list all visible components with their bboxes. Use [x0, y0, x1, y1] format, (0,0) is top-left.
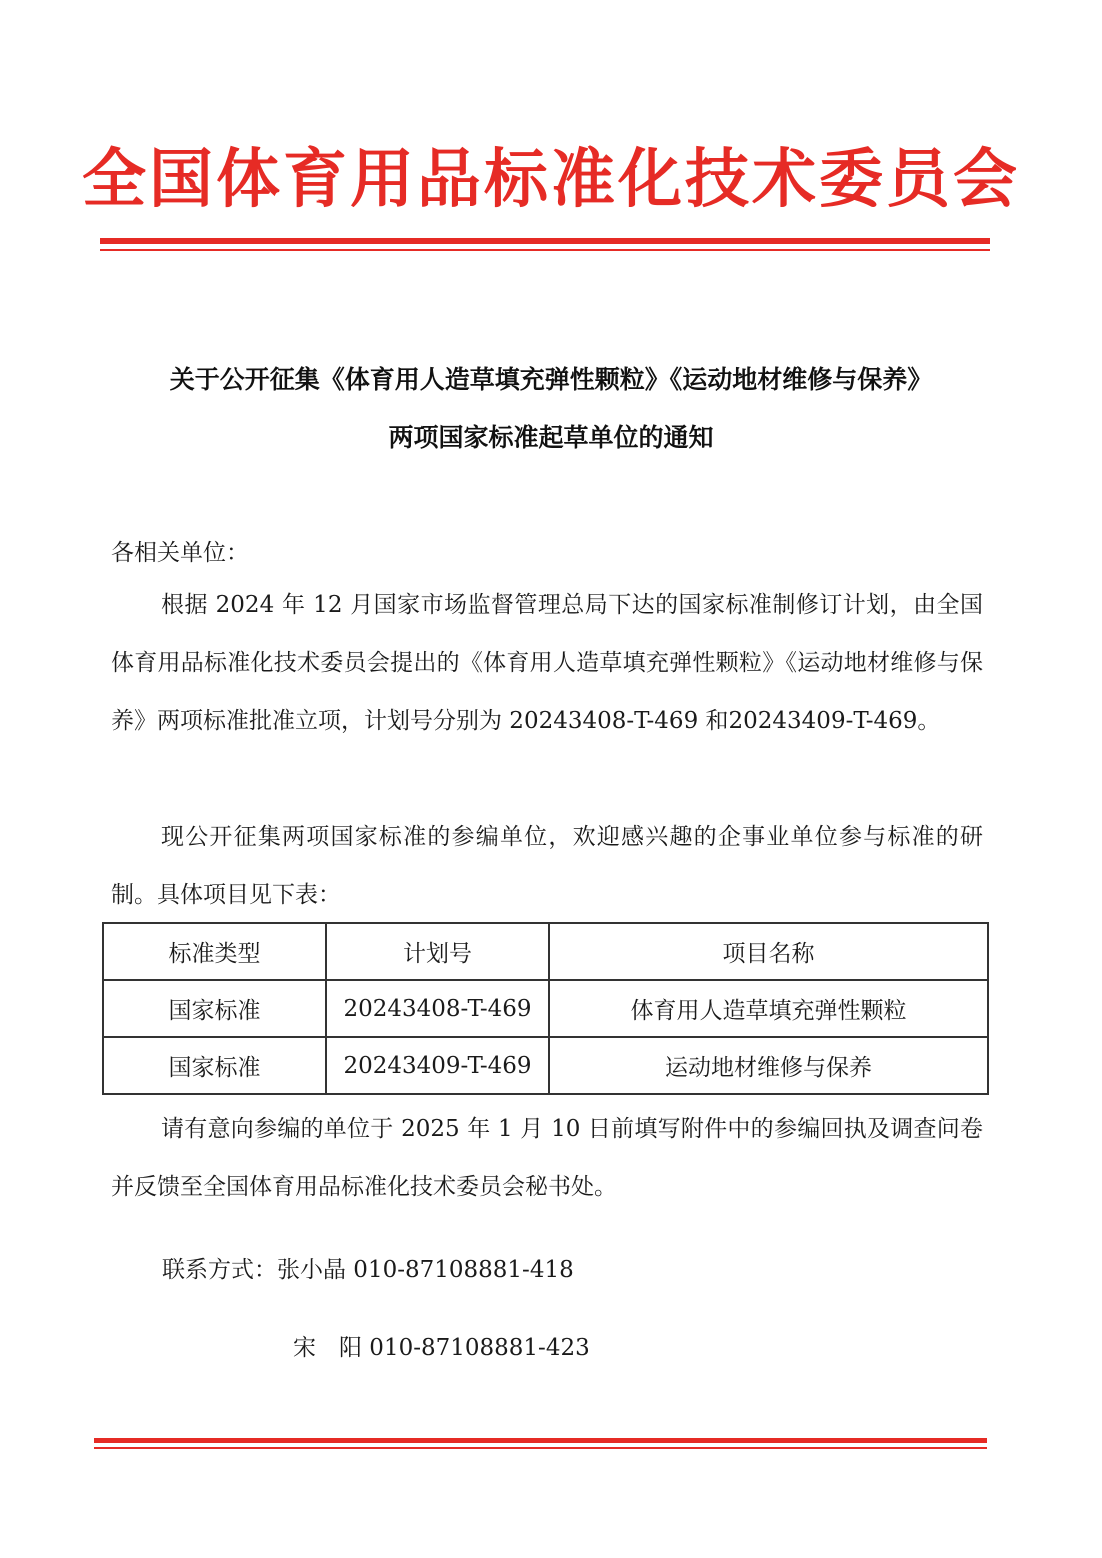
document-title-line1: 关于公开征集《体育用人造草填充弹性颗粒》《运动地材维修与保养》	[169, 365, 933, 394]
salutation: 各相关单位：	[111, 540, 249, 566]
table-row	[103, 1037, 988, 1094]
organization-header: 全国体育用品标准化技术委员会	[82, 143, 1020, 217]
contact-line-2: 宋 阳 010-87108881-423	[293, 1335, 590, 1361]
table-header-cell: 计划号	[326, 923, 549, 980]
table-cell: 国家标准	[103, 980, 326, 1037]
table-cell: 20243409-T-469	[326, 1037, 549, 1094]
project-table	[102, 922, 989, 1095]
document-title-line2: 两项国家标准起草单位的通知	[388, 423, 714, 452]
table-cell: 运动地材维修与保养	[549, 1037, 988, 1094]
paragraph-1: 根据 2024 年 12 月国家市场监督管理总局下达的国家标准制修订计划，由全国体育用品标准化技术委员会提出的《体育用人造草填充弹性颗粒》《运动地材维修与保养》两项标准批准立项，计划号分别为 20243408-T-469 和20243409-T-469。	[111, 592, 983, 734]
paragraph-3: 请有意向参编的单位于 2025 年 1 月 10 日前填写附件中的参编回执及调查问卷并反馈至全国体育用品标准化技术委员会秘书处。	[111, 1116, 983, 1200]
table-cell: 国家标准	[103, 1037, 326, 1094]
table-header-row	[103, 923, 988, 980]
table-header-cell: 项目名称	[549, 923, 988, 980]
footer-rule-thin	[94, 1447, 987, 1449]
footer-rule-thick	[94, 1438, 987, 1443]
paragraph-2: 现公开征集两项国家标准的参编单位，欢迎感兴趣的企事业单位参与标准的研制。具体项目见下表：	[111, 824, 983, 908]
header-rule-thick	[100, 238, 990, 244]
table-cell: 20243408-T-469	[326, 980, 549, 1037]
table-cell: 体育用人造草填充弹性颗粒	[549, 980, 988, 1037]
contact-line-1: 联系方式：张小晶 010-87108881-418	[162, 1257, 574, 1283]
header-rule-thin	[100, 249, 990, 251]
table-row	[103, 980, 988, 1037]
table-header-cell: 标准类型	[103, 923, 326, 980]
